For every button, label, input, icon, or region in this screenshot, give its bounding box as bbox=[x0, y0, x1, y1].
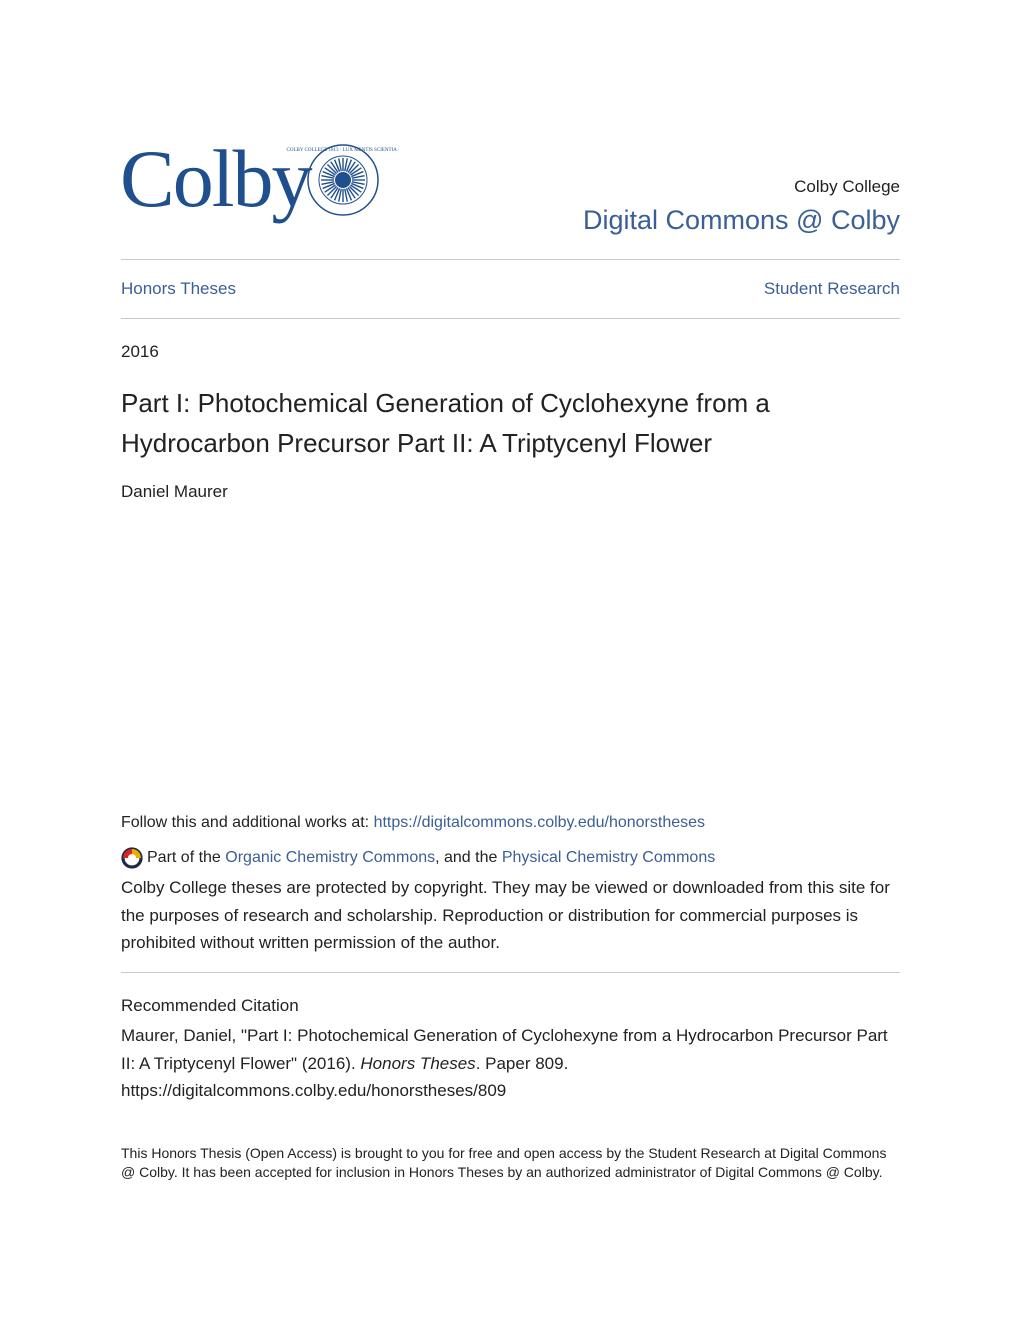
colby-logo: Colby bbox=[120, 133, 311, 224]
student-research-link[interactable]: Student Research bbox=[763, 279, 900, 298]
citation-heading: Recommended Citation bbox=[121, 996, 299, 1015]
follow-line bbox=[121, 814, 705, 832]
part-of-prefix: Part of the bbox=[147, 849, 221, 866]
institution-name: Colby College bbox=[794, 177, 900, 196]
rights-statement: Colby College theses are protected by copyright. They may be viewed or downloaded from this site for the purposes of research and scholarship. Reproduction or distribution for commercial purposes is prohibited without written permission of the author. bbox=[121, 878, 890, 952]
part-of-line bbox=[121, 847, 715, 869]
part-of-middle: , and the bbox=[435, 849, 502, 866]
physical-chemistry-commons-link[interactable]: Physical Chemistry Commons bbox=[501, 849, 716, 866]
colby-seal-icon bbox=[286, 143, 400, 217]
bepress-commons-icon bbox=[121, 847, 143, 869]
repository-link[interactable]: Digital Commons @ Colby bbox=[583, 205, 900, 235]
citation-url: https://digitalcommons.colby.edu/honorstheses/809 bbox=[121, 1081, 507, 1100]
seal-text: COLBY COLLEGE 1813 · LUX MENTIS SCIENTIA · bbox=[286, 148, 400, 153]
publication-year: 2016 bbox=[121, 342, 159, 361]
citation-part-2: . Paper 809. bbox=[475, 1053, 569, 1073]
document-title: Part I: Photochemical Generation of Cyclohexyne from a Hydrocarbon Precursor Part II: A Triptycenyl Flower bbox=[121, 388, 770, 458]
divider bbox=[121, 972, 900, 973]
honors-theses-link[interactable]: Honors Theses bbox=[121, 279, 236, 298]
organic-chemistry-commons-link[interactable]: Organic Chemistry Commons bbox=[225, 849, 436, 866]
footer-notice: This Honors Thesis (Open Access) is brought to you for free and open access by the Student Research at Digital Commons @ Colby. It has been accepted for inclusion in Honors Theses by an authorized administrator of Digital Commons @ Colby. bbox=[121, 1145, 887, 1180]
citation-part-1: Maurer, Daniel, "Part I: Photochemical Generation of Cyclohexyne from a Hydrocarbon Precursor Part II: A Triptycenyl Flower" (2016). bbox=[121, 1026, 888, 1073]
divider bbox=[121, 318, 900, 319]
divider bbox=[121, 259, 900, 260]
citation-text bbox=[121, 1022, 903, 1105]
citation-journal: Honors Theses bbox=[360, 1053, 476, 1073]
collection-url-link[interactable]: https://digitalcommons.colby.edu/honorstheses bbox=[373, 814, 706, 831]
author-name: Daniel Maurer bbox=[121, 482, 228, 501]
follow-prefix: Follow this and additional works at: bbox=[121, 814, 374, 831]
